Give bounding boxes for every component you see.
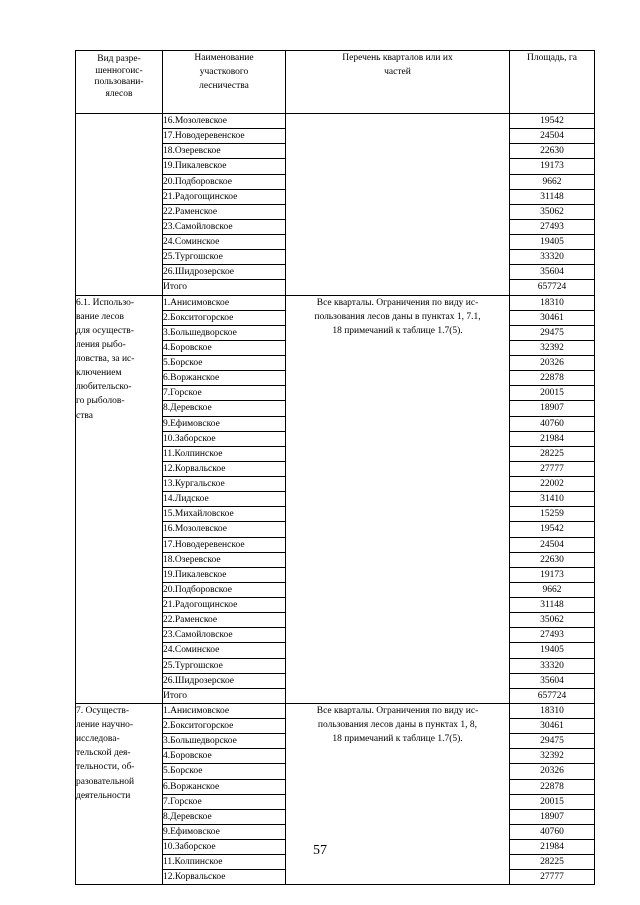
- quarters-list-cell: Все кварталы. Ограничения по виду ис- пользования лесов даны в пунктах 1, 8, 18 примечаний к таблице 1.7(5).: [286, 703, 510, 885]
- area-cell: 24504: [510, 129, 595, 144]
- forestry-name-cell: 11.Колпинское: [163, 855, 286, 870]
- area-cell: 27493: [510, 628, 595, 643]
- area-cell: 18310: [510, 295, 595, 310]
- area-cell: 20015: [510, 386, 595, 401]
- quarters-list-cell: [286, 114, 510, 296]
- forestry-name-cell: 19.Пикалевское: [163, 567, 286, 582]
- forestry-name-cell: 12.Корвальское: [163, 461, 286, 476]
- area-cell: 32392: [510, 340, 595, 355]
- area-cell: 35604: [510, 265, 595, 280]
- area-cell: 18907: [510, 401, 595, 416]
- header-quarters-list: [286, 51, 510, 114]
- forestry-name-cell: 19.Пикалевское: [163, 159, 286, 174]
- forestry-name-cell: 12.Корвальское: [163, 870, 286, 885]
- forestry-name-cell: 3.Большедворское: [163, 325, 286, 340]
- use-type-cell: [76, 114, 163, 296]
- forestry-name-cell: 1.Анисимовское: [163, 703, 286, 718]
- area-cell: 18907: [510, 809, 595, 824]
- forestry-name-cell: 24.Соминское: [163, 235, 286, 250]
- area-cell: 21984: [510, 431, 595, 446]
- forestry-name-cell: 11.Колпинское: [163, 446, 286, 461]
- header-area: [510, 51, 595, 114]
- forestry-name-cell: 20.Подборовское: [163, 582, 286, 597]
- forestry-name-cell: 25.Тургошское: [163, 250, 286, 265]
- area-cell: 19542: [510, 114, 595, 129]
- area-cell: 31148: [510, 189, 595, 204]
- area-cell: 20015: [510, 794, 595, 809]
- table-body: [76, 114, 595, 885]
- area-cell: 22630: [510, 552, 595, 567]
- area-cell: 22630: [510, 144, 595, 159]
- forestry-name-cell: 1.Анисимовское: [163, 295, 286, 310]
- forestry-name-cell: 9.Ефимовское: [163, 416, 286, 431]
- forestry-name-cell: 17.Новодеревенское: [163, 537, 286, 552]
- forestry-name-cell: 26.Шидрозерское: [163, 673, 286, 688]
- forestry-name-cell: 7.Горское: [163, 386, 286, 401]
- table-row: [76, 703, 595, 718]
- area-cell: 19405: [510, 643, 595, 658]
- area-cell: 35062: [510, 613, 595, 628]
- header-use-type-text: Вид разре- шенногоис- пользовани- ялесов: [94, 54, 144, 99]
- area-cell: 22878: [510, 779, 595, 794]
- forestry-name-cell: 9.Ефимовское: [163, 824, 286, 839]
- header-forestry-name: [163, 51, 286, 114]
- forestry-name-cell: 2.Бокситогорское: [163, 719, 286, 734]
- area-cell: 19173: [510, 567, 595, 582]
- total-area: 657724: [510, 688, 595, 703]
- total-label: Итого: [163, 280, 286, 295]
- total-area: 657724: [510, 280, 595, 295]
- area-cell: 9662: [510, 174, 595, 189]
- forestry-name-cell: 4.Боровское: [163, 340, 286, 355]
- area-cell: 19542: [510, 522, 595, 537]
- area-cell: 30461: [510, 310, 595, 325]
- forestry-name-cell: 23.Самойловское: [163, 628, 286, 643]
- area-cell: 19405: [510, 235, 595, 250]
- forestry-name-cell: 6.Воржанское: [163, 779, 286, 794]
- forestry-name-cell: 21.Радогощинское: [163, 598, 286, 613]
- forestry-name-cell: 15.Михайловское: [163, 507, 286, 522]
- use-type-cell: 7. Осуществ- ление научно- исследова- тельской дея- тельности, об- разовательной деятельности: [76, 703, 163, 885]
- area-cell: 33320: [510, 250, 595, 265]
- header-forestry-name-text: Наименование участкового лесничества: [194, 53, 254, 92]
- area-cell: 31148: [510, 598, 595, 613]
- area-cell: 35062: [510, 204, 595, 219]
- forestry-name-cell: 18.Озеревское: [163, 552, 286, 567]
- area-cell: 33320: [510, 658, 595, 673]
- forestry-name-cell: 25.Тургошское: [163, 658, 286, 673]
- forestry-name-cell: 23.Самойловское: [163, 219, 286, 234]
- forestry-name-cell: 3.Большедворское: [163, 734, 286, 749]
- area-cell: 20326: [510, 764, 595, 779]
- header-area-text: Площадь, га: [527, 53, 577, 63]
- table-header: [76, 51, 595, 114]
- area-cell: 27493: [510, 219, 595, 234]
- forestry-name-cell: 18.Озеревское: [163, 144, 286, 159]
- area-cell: 15259: [510, 507, 595, 522]
- forestry-name-cell: 16.Мозолевское: [163, 522, 286, 537]
- forest-use-table: [75, 50, 595, 885]
- forestry-name-cell: 5.Борское: [163, 356, 286, 371]
- area-cell: 29475: [510, 734, 595, 749]
- forestry-name-cell: 13.Кургальское: [163, 477, 286, 492]
- area-cell: 21984: [510, 840, 595, 855]
- area-cell: 40760: [510, 824, 595, 839]
- forestry-name-cell: 17.Новодеревенское: [163, 129, 286, 144]
- forestry-name-cell: 22.Раменское: [163, 204, 286, 219]
- forestry-name-cell: 8.Деревское: [163, 809, 286, 824]
- forestry-name-cell: 10.Заборское: [163, 840, 286, 855]
- area-cell: 28225: [510, 446, 595, 461]
- table-row: [76, 295, 595, 310]
- forestry-name-cell: 4.Боровское: [163, 749, 286, 764]
- total-label: Итого: [163, 688, 286, 703]
- header-use-type: [76, 51, 163, 114]
- forestry-name-cell: 26.Шидрозерское: [163, 265, 286, 280]
- table-row: [76, 114, 595, 129]
- forestry-name-cell: 21.Радогощинское: [163, 189, 286, 204]
- area-cell: 22002: [510, 477, 595, 492]
- area-cell: 29475: [510, 325, 595, 340]
- area-cell: 35604: [510, 673, 595, 688]
- area-cell: 22878: [510, 371, 595, 386]
- forestry-name-cell: 14.Лидское: [163, 492, 286, 507]
- page-number: 57: [313, 843, 327, 858]
- area-cell: 19173: [510, 159, 595, 174]
- forestry-name-cell: 10.Заборское: [163, 431, 286, 446]
- area-cell: 24504: [510, 537, 595, 552]
- area-cell: 18310: [510, 703, 595, 718]
- area-cell: 30461: [510, 719, 595, 734]
- forestry-name-cell: 6.Воржанское: [163, 371, 286, 386]
- forestry-name-cell: 16.Мозолевское: [163, 114, 286, 129]
- area-cell: 28225: [510, 855, 595, 870]
- forestry-name-cell: 2.Бокситогорское: [163, 310, 286, 325]
- forestry-name-cell: 7.Горское: [163, 794, 286, 809]
- forestry-name-cell: 5.Борское: [163, 764, 286, 779]
- area-cell: 27777: [510, 870, 595, 885]
- forestry-name-cell: 22.Раменское: [163, 613, 286, 628]
- area-cell: 20326: [510, 356, 595, 371]
- area-cell: 40760: [510, 416, 595, 431]
- forestry-name-cell: 8.Деревское: [163, 401, 286, 416]
- quarters-list-cell: Все кварталы. Ограничения по виду ис- пользования лесов даны в пунктах 1, 7.1, 18 примечаний к таблице 1.7(5).: [286, 295, 510, 703]
- header-quarters-list-text: Перечень кварталов или их частей: [342, 53, 453, 78]
- area-cell: 27777: [510, 461, 595, 476]
- area-cell: 9662: [510, 582, 595, 597]
- area-cell: 32392: [510, 749, 595, 764]
- forestry-name-cell: 20.Подборовское: [163, 174, 286, 189]
- area-cell: 31410: [510, 492, 595, 507]
- forestry-name-cell: 24.Соминское: [163, 643, 286, 658]
- use-type-cell: 6.1. Использо- вание лесов для осуществ- ления рыбо- ловства, за ис- ключением любительско- го рыболов- ства: [76, 295, 163, 703]
